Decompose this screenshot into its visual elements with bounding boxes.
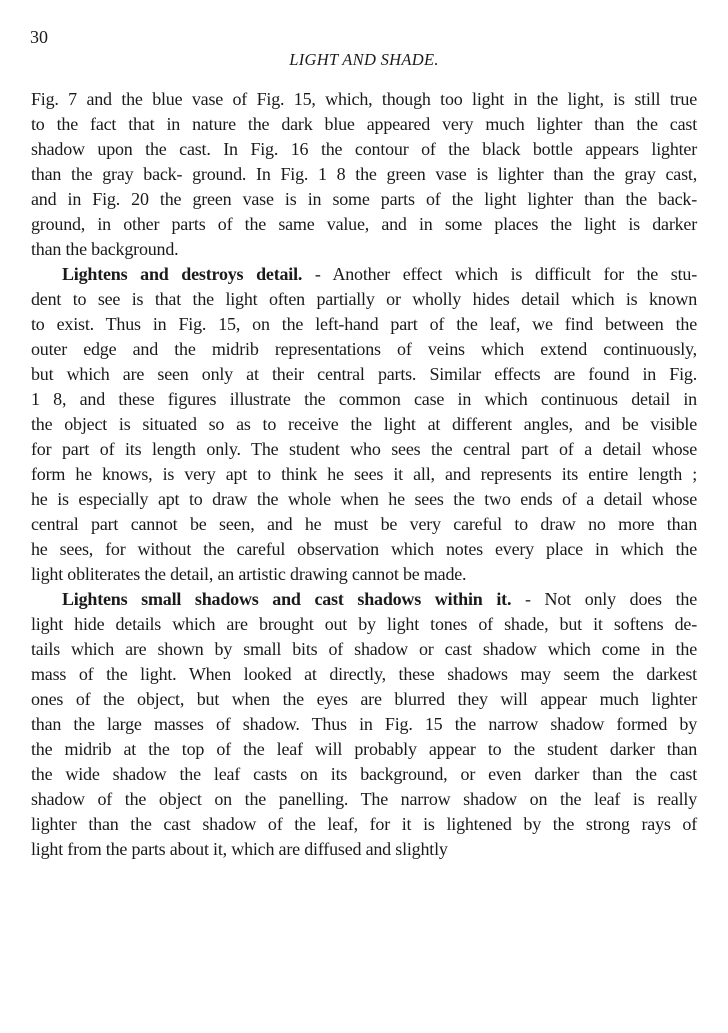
text-segment: - Not only does the [511, 589, 697, 609]
text-segment: light hide details which are brought out by light tones of shade, but it softens de- [31, 614, 697, 634]
text-segment: than the large masses of shadow. Thus in Fig. 15 the narrow shadow formed by [31, 714, 697, 734]
text-segment: the wide shadow the leaf casts on its background, or even darker than the cast [31, 764, 697, 784]
text-segment: and in Fig. 20 the green vase is in some parts of the light lighter than the back- [31, 189, 697, 209]
page-number: 30 [30, 27, 48, 47]
text-segment: form he knows, is very apt to think he sees it all, and represents its entire length ; [31, 464, 697, 484]
text-line [31, 762, 697, 787]
text-line [31, 312, 697, 337]
text-segment: Fig. 7 and the blue vase of Fig. 15, which, though too light in the light, is still true [31, 89, 697, 109]
text-line [31, 237, 697, 262]
text-line [31, 212, 697, 237]
text-segment: than the gray back- ground. In Fig. 1 8 the green vase is lighter than the gray cast, [31, 164, 697, 184]
text-segment: central part cannot be seen, and he must be very careful to draw no more than [31, 514, 697, 534]
text-segment: - Another effect which is difficult for the stu- [302, 264, 697, 284]
text-line [31, 337, 697, 362]
text-segment: shadow upon the cast. In Fig. 16 the contour of the black bottle appears lighter [31, 139, 697, 159]
text-segment: but which are seen only at their central parts. Similar effects are found in Fig. [31, 364, 697, 384]
text-line [31, 187, 697, 212]
text-line [31, 537, 697, 562]
text-segment: dent to see is that the light often partially or wholly hides detail which is known [31, 289, 697, 309]
text-segment: shadow of the object on the panelling. The narrow shadow on the leaf is really [31, 789, 697, 809]
text-segment: he is especially apt to draw the whole when he sees the two ends of a detail whose [31, 489, 697, 509]
text-line [31, 412, 697, 437]
text-line [31, 462, 697, 487]
text-line [31, 137, 697, 162]
text-line [31, 162, 697, 187]
text-segment: he sees, for without the careful observation which notes every place in which the [31, 539, 697, 559]
text-line [31, 612, 697, 637]
text-line [31, 662, 697, 687]
body-text [31, 87, 697, 862]
text-segment: to the fact that in nature the dark blue appeared very much lighter than the cast [31, 114, 697, 134]
section-heading: Lightens small shadows and cast shadows within it. [62, 589, 512, 609]
text-line [31, 387, 697, 412]
text-line [31, 812, 697, 837]
text-segment: light obliterates the detail, an artistic drawing cannot be made. [31, 564, 467, 584]
text-segment: 1 8, and these figures illustrate the common case in which continuous detail in [31, 389, 697, 409]
text-segment: lighter than the cast shadow of the leaf, for it is lightened by the strong rays of [31, 814, 697, 834]
text-line [31, 562, 697, 587]
text-segment: mass of the light. When looked at directly, these shadows may seem the darkest [31, 664, 697, 684]
text-line [31, 712, 697, 737]
text-line [31, 287, 697, 312]
text-line [31, 437, 697, 462]
text-line [31, 587, 697, 612]
text-segment: light from the parts about it, which are diffused and slightly [31, 839, 448, 859]
text-line [31, 487, 697, 512]
text-segment: ground, in other parts of the same value, and in some places the light is darker [31, 214, 697, 234]
section-heading: Lightens and destroys detail. [62, 264, 303, 284]
running-header: LIGHT AND SHADE. [289, 50, 439, 69]
text-line [31, 112, 697, 137]
text-line [31, 687, 697, 712]
text-segment: to exist. Thus in Fig. 15, on the left-hand part of the leaf, we find between the [31, 314, 697, 334]
text-line [31, 262, 697, 287]
text-segment: for part of its length only. The student who sees the central part of a detail whose [31, 439, 697, 459]
text-line [31, 787, 697, 812]
text-segment: ones of the object, but when the eyes are blurred they will appear much lighter [31, 689, 697, 709]
text-segment: outer edge and the midrib representations of veins which extend continuously, [31, 339, 697, 359]
text-line [31, 737, 697, 762]
text-segment: the midrib at the top of the leaf will probably appear to the student darker than [31, 739, 697, 759]
text-line [31, 87, 697, 112]
text-line [31, 512, 697, 537]
text-segment: than the background. [31, 239, 179, 259]
text-line [31, 362, 697, 387]
text-line [31, 837, 697, 862]
text-segment: tails which are shown by small bits of shadow or cast shadow which come in the [31, 639, 697, 659]
text-segment: the object is situated so as to receive the light at different angles, and be visible [31, 414, 697, 434]
text-line [31, 637, 697, 662]
